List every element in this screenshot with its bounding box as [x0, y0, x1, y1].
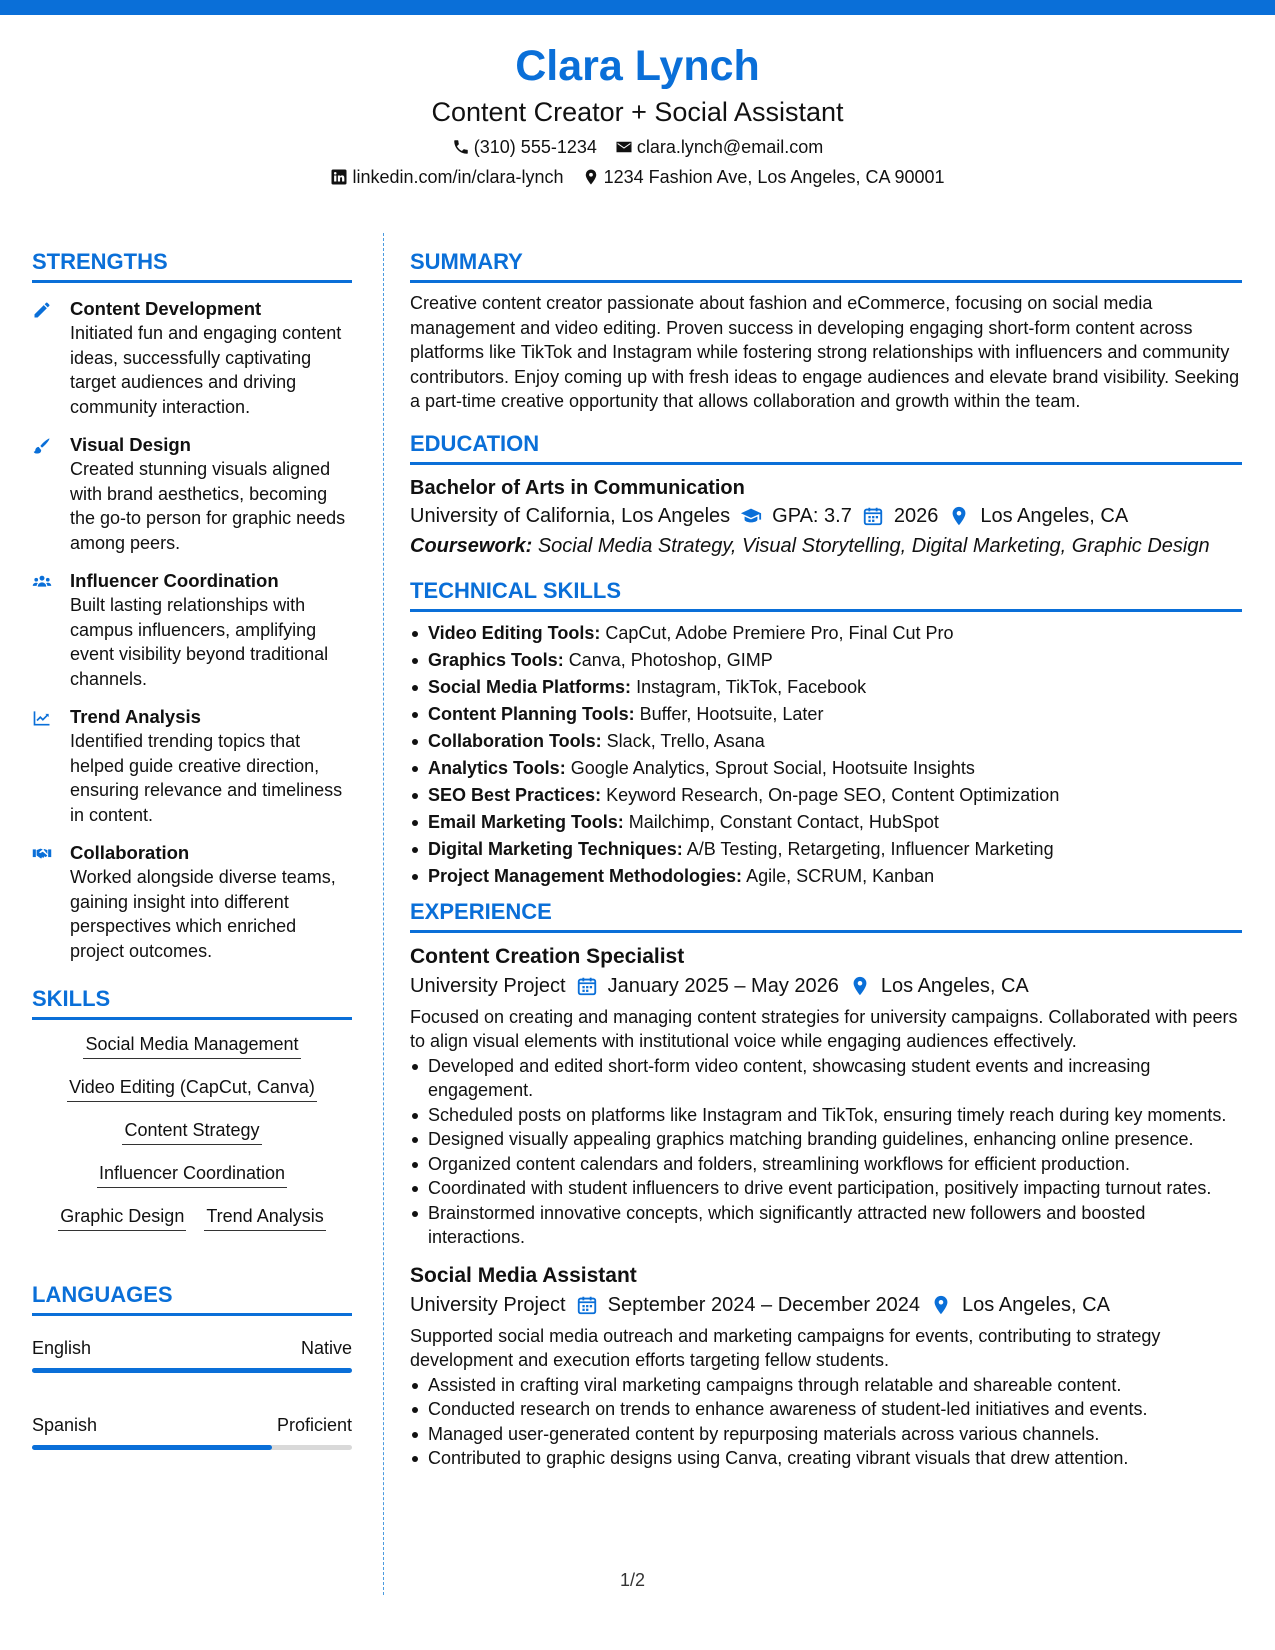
languages-heading: LANGUAGES: [32, 1281, 352, 1316]
contact-row-1: [0, 132, 1275, 162]
job-bullets: [410, 1054, 1242, 1250]
job-meta: [410, 1290, 1242, 1320]
language-item: [32, 1336, 352, 1373]
education-gpa: GPA: 3.7: [772, 504, 852, 527]
phone-contact: [452, 132, 597, 162]
job-dates: September 2024 – December 2024: [607, 1293, 921, 1316]
language-item: [32, 1413, 352, 1450]
skill-tag: Social Media Management: [83, 1032, 300, 1059]
resume-header: [0, 40, 1275, 192]
list-item: Scheduled posts on platforms like Instagram and TikTok, ensuring timely reach during key moments.: [410, 1103, 1242, 1128]
paintbrush-icon: [32, 433, 70, 555]
list-item: Collaboration Tools: Slack, Trello, Asana: [410, 728, 1242, 755]
skills-heading: SKILLS: [32, 985, 352, 1020]
list-item: Managed user-generated content by repurposing materials across various channels.: [410, 1422, 1242, 1447]
calendar-icon: [576, 975, 598, 997]
strength-desc: Created stunning visuals aligned with brand aesthetics, becoming the go-to person for graphic needs among peers.: [70, 459, 346, 553]
address-contact: [582, 162, 945, 192]
strength-desc: Worked alongside diverse teams, gaining insight into different perspectives which enriched project outcomes.: [70, 867, 336, 961]
candidate-title: Content Creator + Social Assistant: [431, 97, 844, 127]
users-icon: [32, 569, 70, 691]
list-item: SEO Best Practices: Keyword Research, On-page SEO, Content Optimization: [410, 782, 1242, 809]
list-item: Content Planning Tools: Buffer, Hootsuite, Later: [410, 701, 1242, 728]
list-item: Brainstormed innovative concepts, which significantly attracted new followers and boosted interactions.: [410, 1201, 1242, 1250]
language-level: Proficient: [276, 1415, 352, 1435]
language-bar-fill: [32, 1368, 352, 1373]
list-item: Social Media Platforms: Instagram, TikTok, Facebook: [410, 674, 1242, 701]
strength-item: [32, 841, 352, 963]
job-org: University Project: [410, 1293, 566, 1316]
list-item: Video Editing Tools: CapCut, Adobe Premiere Pro, Final Cut Pro: [410, 620, 1242, 647]
strength-item: [32, 433, 352, 555]
strength-title: Content Development: [70, 298, 262, 319]
phone-icon: [452, 138, 470, 156]
page-number: 1/2: [620, 1570, 646, 1590]
job-entry: [410, 1262, 1242, 1471]
phone-text: (310) 555-1234: [473, 137, 597, 157]
top-accent-bar: [0, 0, 1275, 15]
job-dates: January 2025 – May 2026: [607, 974, 839, 997]
map-pin-icon: [849, 975, 871, 997]
map-pin-icon: [948, 505, 970, 527]
email-text: clara.lynch@email.com: [636, 137, 824, 157]
list-item: Organized content calendars and folders, streamlining workflows for efficient production.: [410, 1152, 1242, 1177]
strength-desc: Identified trending topics that helped guide creative direction, ensuring relevance and timeliness in content.: [70, 731, 343, 825]
candidate-name: Clara Lynch: [515, 42, 760, 90]
list-item: Project Management Methodologies: Agile, SCRUM, Kanban: [410, 863, 1242, 890]
language-name: English: [32, 1338, 92, 1358]
list-item: Contributed to graphic designs using Canva, creating vibrant visuals that drew attention.: [410, 1446, 1242, 1471]
graduation-cap-icon: [740, 505, 762, 527]
linkedin-contact[interactable]: [330, 162, 563, 192]
strength-item: [32, 297, 352, 419]
right-column: [410, 248, 1242, 1471]
job-summary: Focused on creating and managing content strategies for university campaigns. Collaborated with peers to align visual elements with institutional voice while engaging audiences effectively.: [410, 1006, 1238, 1051]
strength-title: Trend Analysis: [70, 706, 201, 727]
education-coursework: [410, 531, 1242, 561]
job-title: Social Media Assistant: [410, 1263, 637, 1287]
language-bar-fill: [32, 1445, 272, 1450]
chart-line-icon: [32, 705, 70, 827]
summary-heading: SUMMARY: [410, 248, 1242, 283]
summary-text: Creative content creator passionate about fashion and eCommerce, focusing on social media management and video editing. Proven success in developing engaging short-form content across platforms like TikTok and Instagram while fostering strong relationships with influencers and community contributors. Enjoy coming up with fresh ideas to engage audiences and elevate brand visibility. Seeking a part-time creative opportunity that allows collaboration and growth within the team.: [410, 293, 1240, 411]
email-contact[interactable]: [615, 132, 823, 162]
job-bullets: [410, 1373, 1242, 1471]
language-bar: [32, 1368, 352, 1373]
linkedin-text: linkedin.com/in/clara-lynch: [352, 167, 564, 187]
map-pin-icon: [930, 1294, 952, 1316]
technical-skills-list: [410, 620, 1242, 890]
list-item: Graphics Tools: Canva, Photoshop, GIMP: [410, 647, 1242, 674]
language-name: Spanish: [32, 1415, 98, 1435]
strength-title: Influencer Coordination: [70, 570, 279, 591]
job-location: Los Angeles, CA: [880, 974, 1029, 997]
list-item: Analytics Tools: Google Analytics, Sprout Social, Hootsuite Insights: [410, 755, 1242, 782]
list-item: Designed visually appealing graphics matching branding guidelines, enhancing online presence.: [410, 1127, 1242, 1152]
job-summary: Supported social media outreach and marketing campaigns for events, contributing to strategy development and execution efforts targeting fellow students.: [410, 1325, 1161, 1370]
strengths-heading: STRENGTHS: [32, 248, 352, 283]
strength-title: Collaboration: [70, 842, 190, 863]
handshake-icon: [32, 841, 70, 963]
list-item: Assisted in crafting viral marketing campaigns through relatable and shareable content.: [410, 1373, 1242, 1398]
list-item: Digital Marketing Techniques: A/B Testing, Retargeting, Influencer Marketing: [410, 836, 1242, 863]
language-level: Native: [300, 1338, 352, 1358]
coursework-text: Social Media Strategy, Visual Storytelling, Digital Marketing, Graphic Design: [537, 534, 1210, 557]
job-meta: [410, 971, 1242, 1001]
job-title: Content Creation Specialist: [410, 944, 685, 968]
envelope-icon: [615, 138, 633, 156]
education-year: 2026: [893, 504, 939, 527]
skill-tag: Influencer Coordination: [97, 1161, 287, 1188]
job-location: Los Angeles, CA: [962, 1293, 1110, 1316]
left-column: [32, 248, 352, 1450]
experience-heading: EXPERIENCE: [410, 898, 1242, 933]
education-heading: EDUCATION: [410, 430, 1242, 465]
calendar-icon: [576, 1294, 598, 1316]
map-pin-icon: [582, 168, 600, 186]
language-bar: [32, 1445, 352, 1450]
technical-skills-heading: TECHNICAL SKILLS: [410, 577, 1242, 612]
list-item: Email Marketing Tools: Mailchimp, Constant Contact, HubSpot: [410, 809, 1242, 836]
education-meta: [410, 501, 1242, 531]
linkedin-icon: [330, 168, 348, 186]
skill-tag: Trend Analysis: [204, 1204, 325, 1231]
strength-desc: Initiated fun and engaging content ideas, successfully captivating target audiences and driving community interaction.: [70, 323, 342, 417]
education-location: Los Angeles, CA: [980, 504, 1129, 527]
pencil-icon: [32, 297, 70, 419]
column-divider: [383, 233, 384, 1595]
list-item: Developed and edited short-form video content, showcasing student events and increasing engagement.: [410, 1054, 1242, 1103]
contact-row-2: [0, 162, 1275, 192]
list-item: Coordinated with student influencers to drive event participation, positively impacting turnout rates.: [410, 1176, 1242, 1201]
skill-tag: Graphic Design: [58, 1204, 186, 1231]
skills-list: [32, 1032, 352, 1247]
job-org: University Project: [410, 974, 566, 997]
list-item: Conducted research on trends to enhance awareness of student-led initiatives and events.: [410, 1397, 1242, 1422]
strength-title: Visual Design: [70, 434, 191, 455]
coursework-label: Coursework:: [410, 534, 533, 557]
calendar-icon: [862, 505, 884, 527]
skill-tag: Content Strategy: [122, 1118, 261, 1145]
strength-item: [32, 705, 352, 827]
education-school: University of California, Los Angeles: [410, 504, 731, 527]
address-text: 1234 Fashion Ave, Los Angeles, CA 90001: [603, 167, 945, 187]
job-entry: [410, 943, 1242, 1250]
skill-tag: Video Editing (CapCut, Canva): [67, 1075, 317, 1102]
strength-item: [32, 569, 352, 691]
education-degree: Bachelor of Arts in Communication: [410, 476, 745, 499]
strength-desc: Built lasting relationships with campus influencers, amplifying event visibility beyond traditional channels.: [70, 595, 329, 689]
